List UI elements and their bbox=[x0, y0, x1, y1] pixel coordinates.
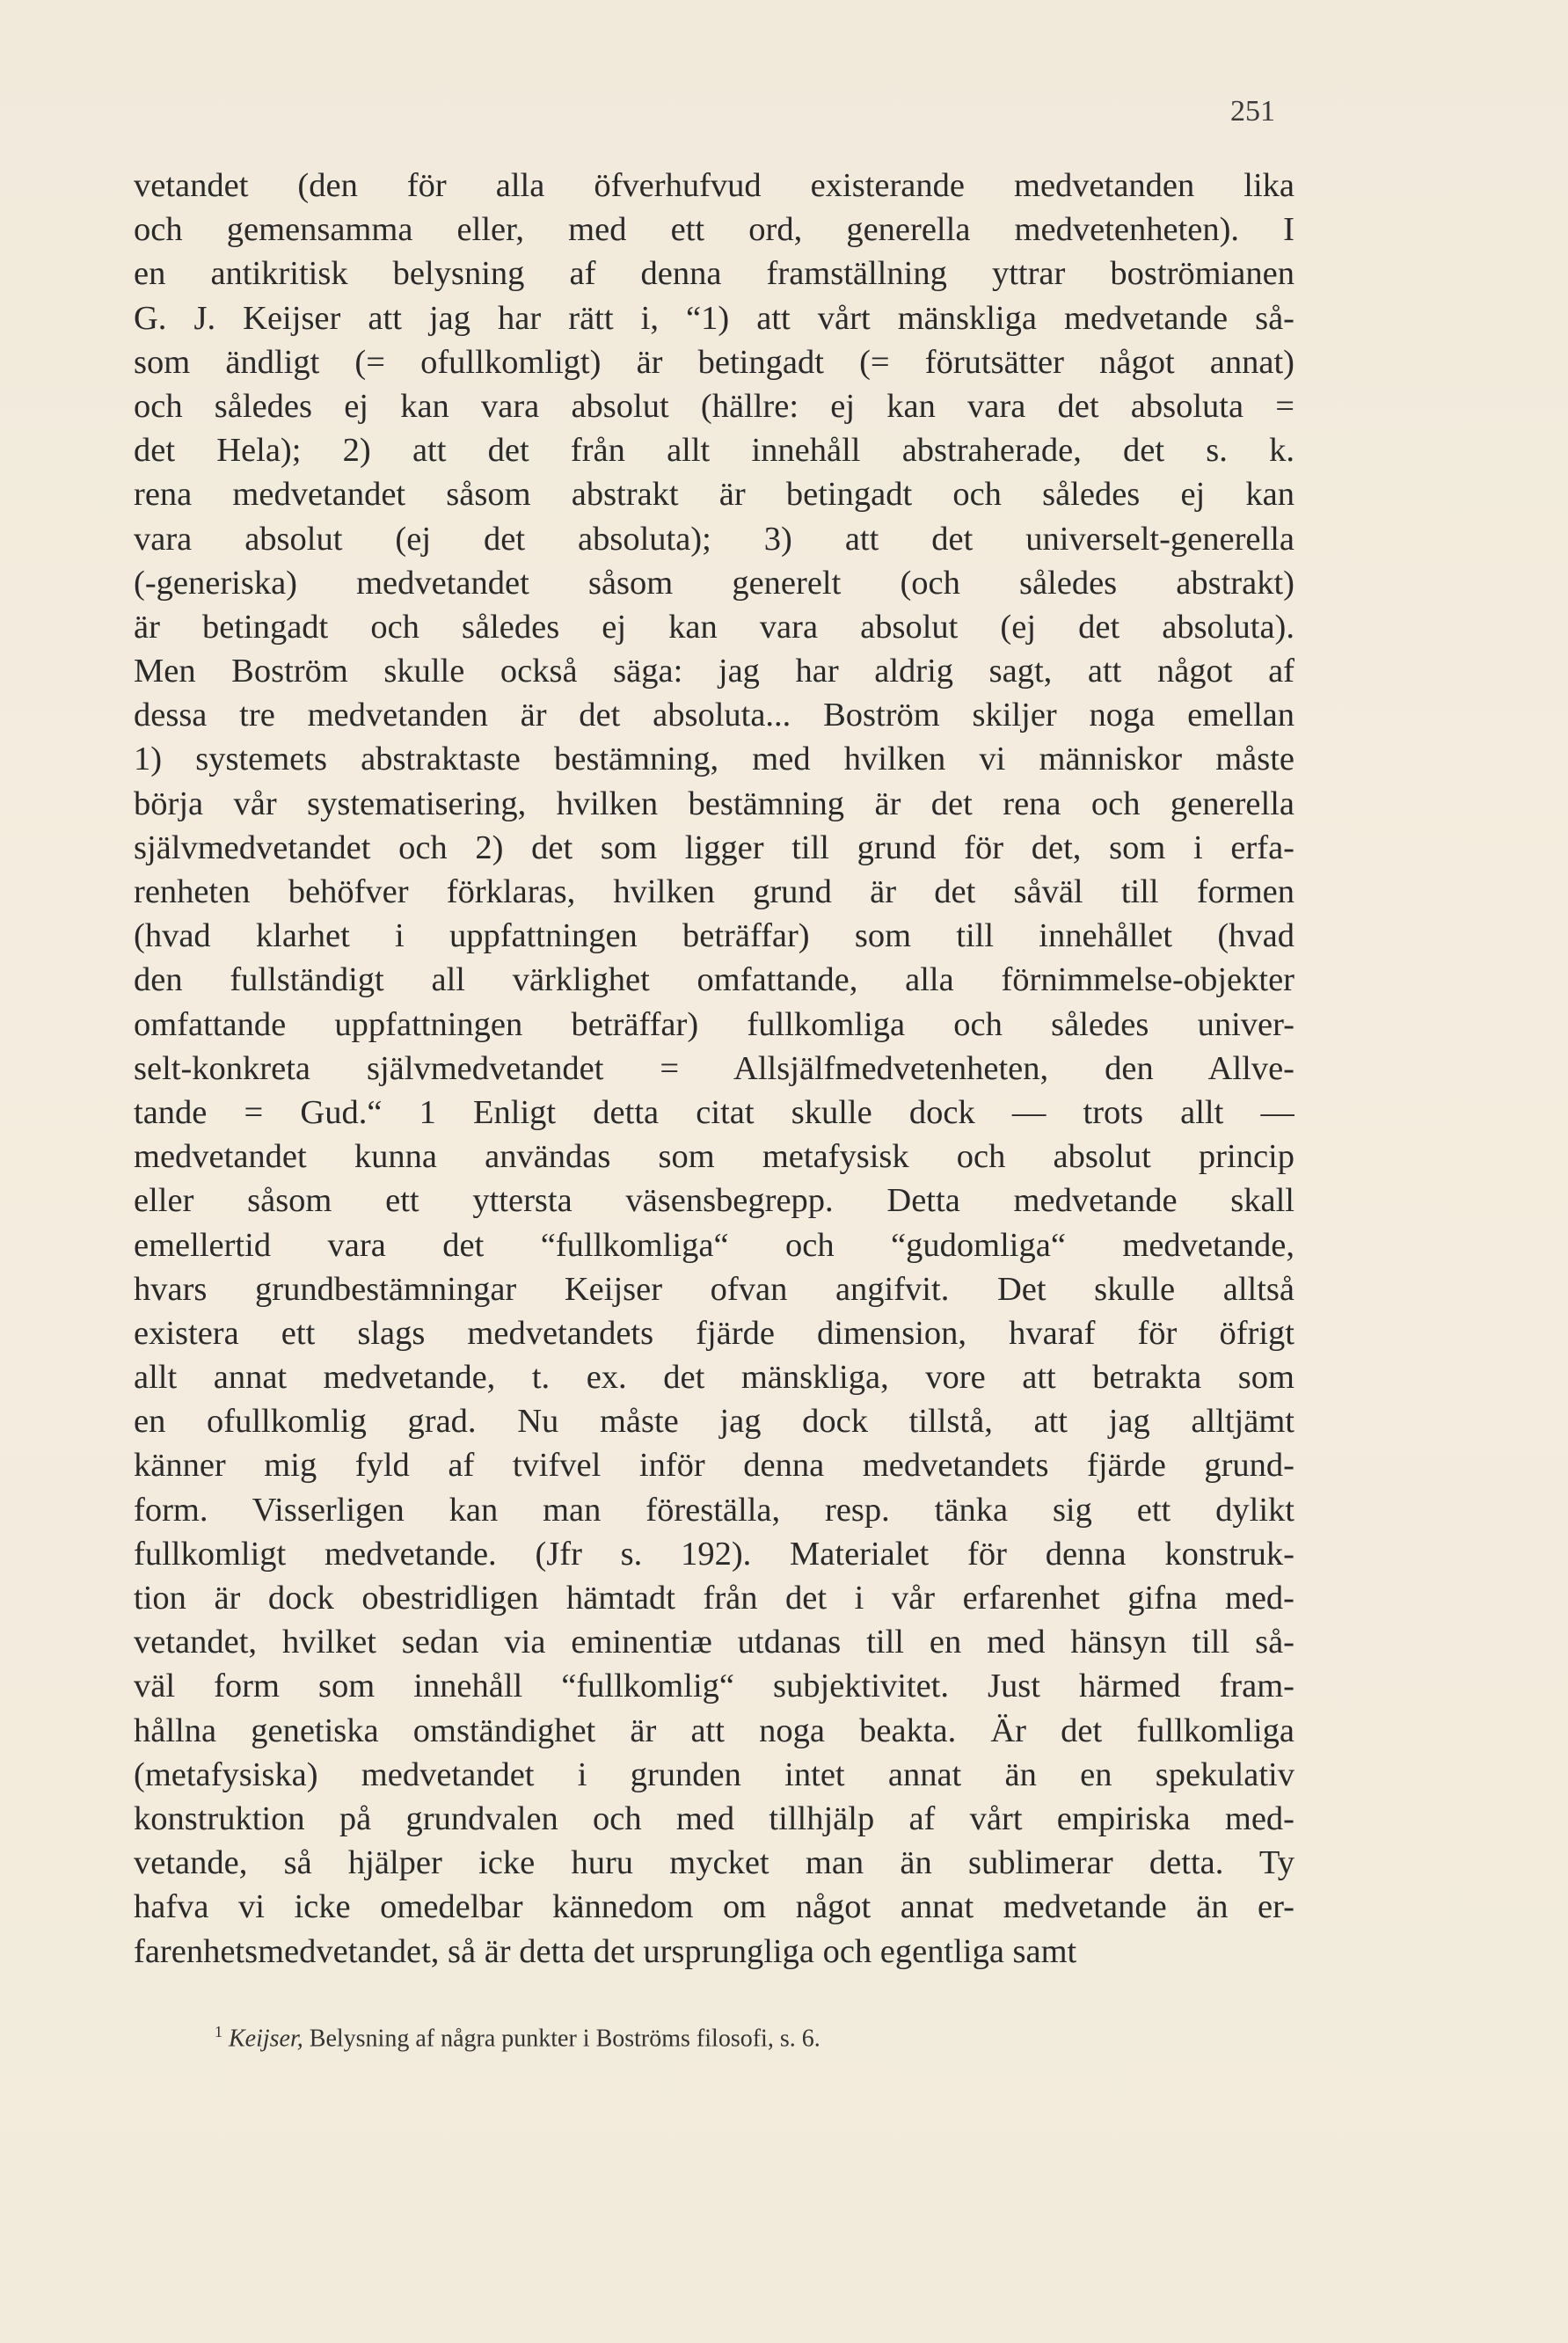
text-line: vetande, så hjälper icke huru mycket man än sublimerar detta. Ty bbox=[134, 1844, 1295, 1882]
text-line: renheten behöfver förklaras, hvilken grund är det såväl till formen bbox=[134, 873, 1295, 910]
text-line: vetandet, hvilket sedan via eminentiæ utdanas till en med hänsyn till så- bbox=[134, 1624, 1295, 1661]
text-line: farenhetsmedvetandet, så är detta det ursprungliga och egentliga samt bbox=[134, 1932, 1077, 1970]
text-line: (-generiska) medvetandet såsom generelt (och således abstrakt) bbox=[134, 564, 1295, 602]
text-line: (hvad klarhet i uppfattningen beträffar) som till innehållet (hvad bbox=[134, 917, 1295, 955]
text-line: rena medvetandet såsom abstrakt är betingadt och således ej kan bbox=[134, 476, 1295, 514]
text-line: vara absolut (ej det absoluta); 3) att det universelt-generella bbox=[134, 520, 1295, 558]
text-line: konstruktion på grundvalen och med tillhjälp af vårt empiriska med- bbox=[134, 1799, 1295, 1837]
page-number: 251 bbox=[1230, 95, 1275, 128]
text-line: en antikritisk belysning af denna framställning yttrar boströmianen bbox=[134, 255, 1295, 293]
text-line: en ofullkomlig grad. Nu måste jag dock tillstå, att jag alltjämt bbox=[134, 1403, 1295, 1441]
footnote bbox=[215, 2016, 1226, 2055]
footnote-marker: 1 bbox=[215, 2023, 222, 2040]
text-line: som ändligt (= ofullkomligt) är betingadt (= förutsätter något annat) bbox=[134, 343, 1295, 381]
text-line: 1) systemets abstraktaste bestämning, med hvilken vi människor måste bbox=[134, 741, 1295, 778]
text-line: och gemensamma eller, med ett ord, generella medvetenheten). I bbox=[134, 211, 1295, 249]
text-line: den fullständigt all värklighet omfattande, alla förnimmelse-objekter bbox=[134, 961, 1295, 999]
footnote-text: Belysning af några punkter i Boströms filosofi, s. 6. bbox=[309, 2025, 820, 2053]
text-line: eller såsom ett yttersta väsensbegrepp. Detta medvetande skall bbox=[134, 1182, 1295, 1220]
body-text bbox=[134, 164, 1295, 1974]
text-line: Men Boström skulle också säga: jag har aldrig sagt, att något af bbox=[134, 653, 1295, 690]
text-line: vetandet (den för alla öfverhufvud existerande medvetanden lika bbox=[134, 167, 1295, 204]
text-line: medvetandet kunna användas som metafysisk och absolut princip bbox=[134, 1138, 1295, 1176]
text-line: G. J. Keijser att jag har rätt i, “1) att vårt mänskliga medvetande så- bbox=[134, 299, 1295, 337]
text-line: hafva vi icke omedelbar kännedom om något annat medvetande än er- bbox=[134, 1888, 1295, 1926]
text-line: emellertid vara det “fullkomliga“ och “gudomliga“ medvetande, bbox=[134, 1226, 1295, 1264]
text-line: börja vår systematisering, hvilken bestämning är det rena och generella bbox=[134, 785, 1295, 822]
text-line: självmedvetandet och 2) det som ligger till grund för det, som i erfa- bbox=[134, 828, 1295, 866]
text-line: form. Visserligen kan man föreställa, resp. tänka sig ett dylikt bbox=[134, 1491, 1295, 1529]
text-line: selt-konkreta självmedvetandet = Allsjälfmedvetenheten, den Allve- bbox=[134, 1049, 1295, 1087]
text-line: och således ej kan vara absolut (hällre: ej kan vara det absoluta = bbox=[134, 387, 1295, 425]
text-line: hvars grundbestämningar Keijser ofvan angifvit. Det skulle alltså bbox=[134, 1270, 1295, 1308]
text-line: dessa tre medvetanden är det absoluta... Boström skiljer noga emellan bbox=[134, 697, 1295, 734]
text-line: omfattande uppfattningen beträffar) fullkomliga och således univer- bbox=[134, 1005, 1295, 1043]
footnote-author: Keijser, bbox=[229, 2025, 303, 2053]
text-line: hållna genetiska omständighet är att noga beakta. Är det fullkomliga bbox=[134, 1712, 1295, 1749]
text-line: är betingadt och således ej kan vara absolut (ej det absoluta). bbox=[134, 608, 1295, 646]
text-line: fullkomligt medvetande. (Jfr s. 192). Materialet för denna konstruk- bbox=[134, 1535, 1295, 1573]
text-line: (metafysiska) medvetandet i grunden intet annat än en spekulativ bbox=[134, 1755, 1295, 1793]
text-line: tion är dock obestridligen hämtadt från det i vår erfarenhet gifna med- bbox=[134, 1580, 1295, 1617]
text-line: existera ett slags medvetandets fjärde dimension, hvaraf för öfrigt bbox=[134, 1314, 1295, 1352]
text-line: allt annat medvetande, t. ex. det mänskliga, vore att betrakta som bbox=[134, 1359, 1295, 1397]
text-line: känner mig fyld af tvifvel inför denna medvetandets fjärde grund- bbox=[134, 1447, 1295, 1485]
text-line: det Hela); 2) att det från allt innehåll abstraherade, det s. k. bbox=[134, 432, 1295, 470]
text-line: tande = Gud.“ 1 Enligt detta citat skulle dock — trots allt — bbox=[134, 1093, 1295, 1131]
text-line: väl form som innehåll “fullkomlig“ subjektivitet. Just härmed fram- bbox=[134, 1668, 1295, 1705]
